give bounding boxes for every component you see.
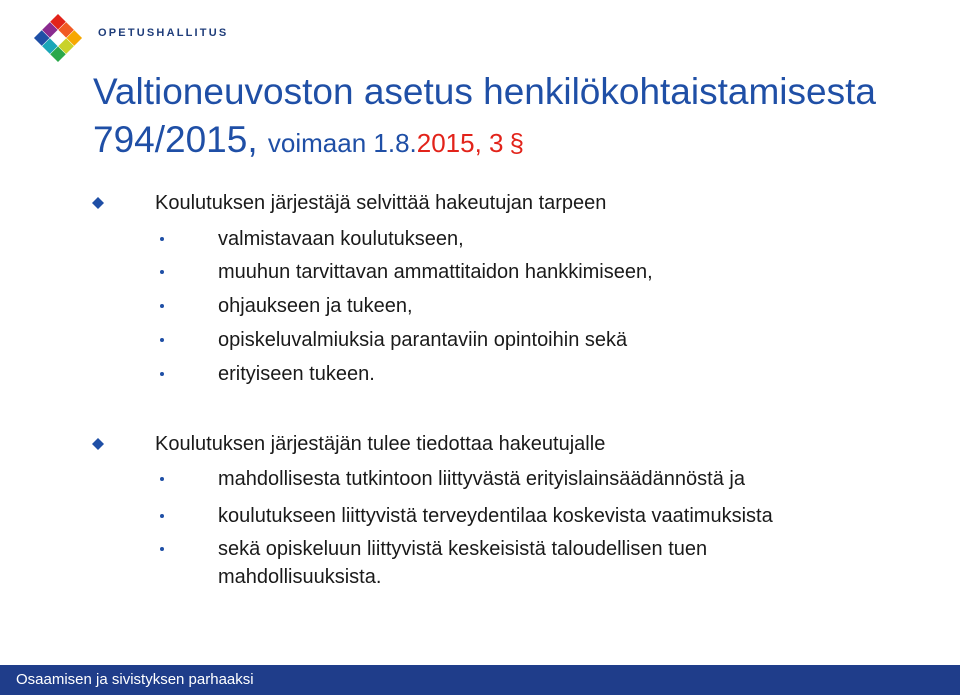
sub-bullet-text: mahdollisuuksista. [218,566,382,588]
sub-bullet-text: ohjaukseen ja tukeen, [218,295,413,317]
dot-bullet-icon [160,372,164,376]
dot-bullet-icon [160,338,164,342]
sub-bullet-text: valmistavaan koulutukseen, [218,228,464,250]
sub-bullet-text: mahdollisesta tutkintoon liittyvästä erityislainsäädännöstä ja [218,468,745,490]
title-line-1: Valtioneuvoston asetus henkilökohtaistamisesta [93,71,876,112]
sub-bullet-text: sekä opiskeluun liittyvistä keskeisistä taloudellisen tuen [218,538,708,560]
dot-bullet-icon [160,237,164,241]
dot-bullet-icon [160,304,164,308]
effective-date: voimaan 1.8. [267,128,417,158]
diamond-bullet-icon [92,438,104,450]
section-sign: § [509,128,524,158]
sub-bullet-text: koulutukseen liittyvistä terveydentilaa koskevista vaatimuksista [218,505,773,527]
title-line-2 [93,116,933,167]
bullet-1-text: Koulutuksen järjestäjä selvittää hakeutujan tarpeen [155,192,607,214]
dot-bullet-icon [160,514,164,518]
opetushallitus-logo [28,8,88,68]
footer-bar [0,665,960,695]
dot-bullet-icon [160,270,164,274]
dot-bullet-icon [160,547,164,551]
sub-bullet-text: opiskeluvalmiuksia parantaviin opintoihin sekä [218,329,628,351]
diamond-bullet-icon [92,197,104,209]
slide-title [93,68,933,167]
decree-number: 794/2015, [93,119,258,160]
bullet-2-text: Koulutuksen järjestäjän tulee tiedottaa hakeutujalle [155,433,606,455]
sub-bullet-text: muuhun tarvittavan ammattitaidon hankkimiseen, [218,261,653,283]
sub-bullet-text: erityiseen tukeen. [218,363,375,385]
year-section: 2015, 3 [416,128,504,158]
footer-slogan: Osaamisen ja sivistyksen parhaaksi [16,671,254,688]
dot-bullet-icon [160,477,164,481]
brand-name: OPETUSHALLITUS [98,27,229,39]
